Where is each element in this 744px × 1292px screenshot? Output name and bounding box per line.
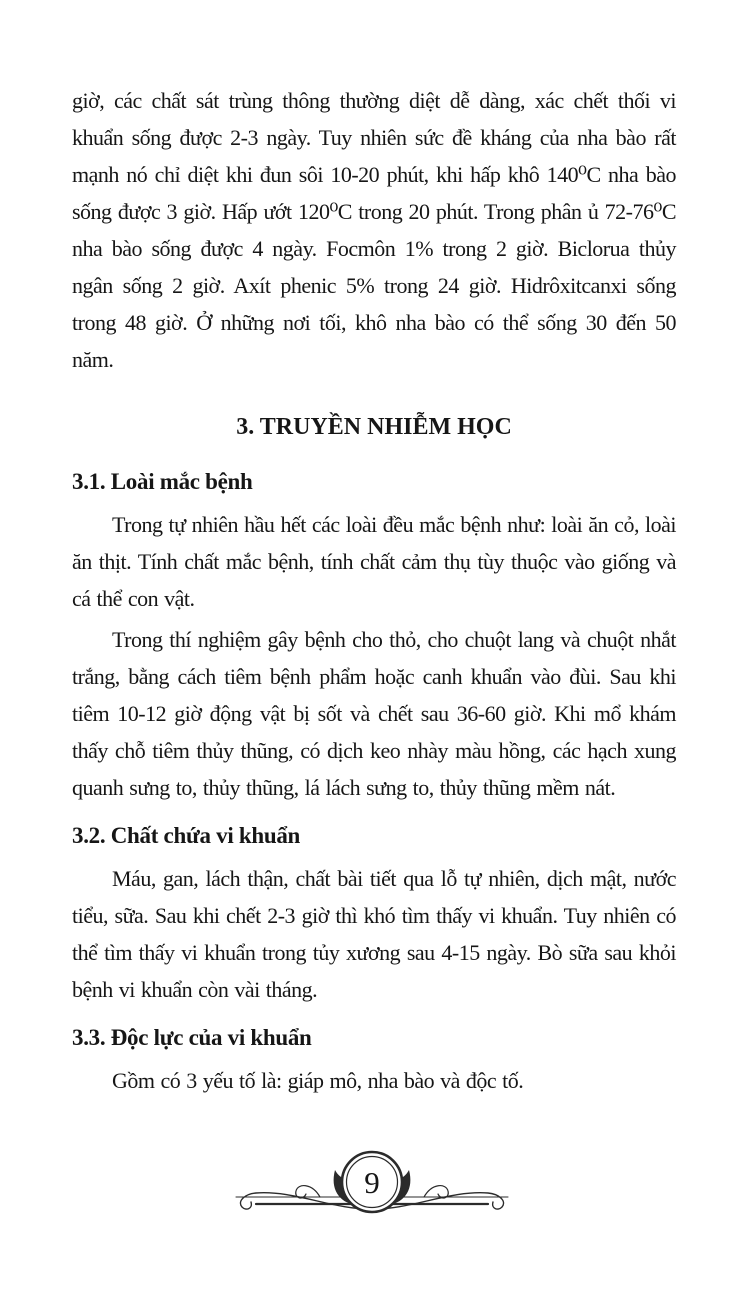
section-loai-mac-benh [72,468,676,806]
chapter-heading: 3. TRUYỀN NHIỄM HỌC [236,414,512,440]
paragraph: Trong tự nhiên hầu hết các loài đều mắc bệnh như: loài ăn cỏ, loài ăn thịt. Tính chất mắc bệnh, tính chất cảm thụ tùy thuộc vào giống và cá thể con vật. [72,512,676,611]
paragraph-continuation: giờ, các chất sát trùng thông thường diệt dễ dàng, xác chết thối vi khuẩn sống được 2-3 ngày. Tuy nhiên sức đề kháng của nha bào rất mạnh nó chỉ diệt khi đun sôi 10-20 phút, khi hấp khô 140⁰C nha bào sống được 3 giờ. Hấp ướt 120⁰C trong 20 phút. Trong phân ủ 72-76⁰C nha bào sống được 4 ngày. Focmôn 1% trong 2 giờ. Biclorua thủy ngân sống 2 giờ. Axít phenic 5% trong 24 giờ. Hidrôxitcanxi sống trong 48 giờ. Ở những nơi tối, khô nha bào có thể sống 30 đến 50 năm. [72,88,676,372]
footer-flourish-icon [222,1146,522,1236]
paragraph: Gồm có 3 yếu tố là: giáp mô, nha bào và độc tố. [112,1068,524,1093]
page-number: 9 [364,1165,380,1200]
section-doc-luc-cua-vi-khuan [72,1024,676,1099]
paragraph: Máu, gan, lách thận, chất bài tiết qua lỗ tự nhiên, dịch mật, nước tiểu, sữa. Sau khi chết 2-3 giờ thì khó tìm thấy vi khuẩn. Tuy nhiên có thể tìm thấy vi khuẩn trong tủy xương sau 4-15 ngày. Bò sữa sau khỏi bệnh vi khuẩn còn vài tháng. [72,866,676,1002]
section-chat-chua-vi-khuan [72,822,676,1008]
paragraph: Trong thí nghiệm gây bệnh cho thỏ, cho chuột lang và chuột nhắt trắng, bằng cách tiêm bệnh phẩm hoặc canh khuẩn vào đùi. Sau khi tiêm 10-12 giờ động vật bị sốt và chết sau 36-60 giờ. Khi mổ khám thấy chỗ tiêm thủy thũng, có dịch keo nhày màu hồng, các hạch xung quanh sưng to, thủy thũng, lá lách sưng to, thủy thũng mềm nát. [72,627,676,800]
section-heading-3-3: 3.3. Độc lực của vi khuẩn [72,1025,312,1050]
footer-ornament [222,1146,522,1236]
section-heading-3-1: 3.1. Loài mắc bệnh [72,469,253,494]
section-heading-3-2: 3.2. Chất chứa vi khuẩn [72,823,301,848]
